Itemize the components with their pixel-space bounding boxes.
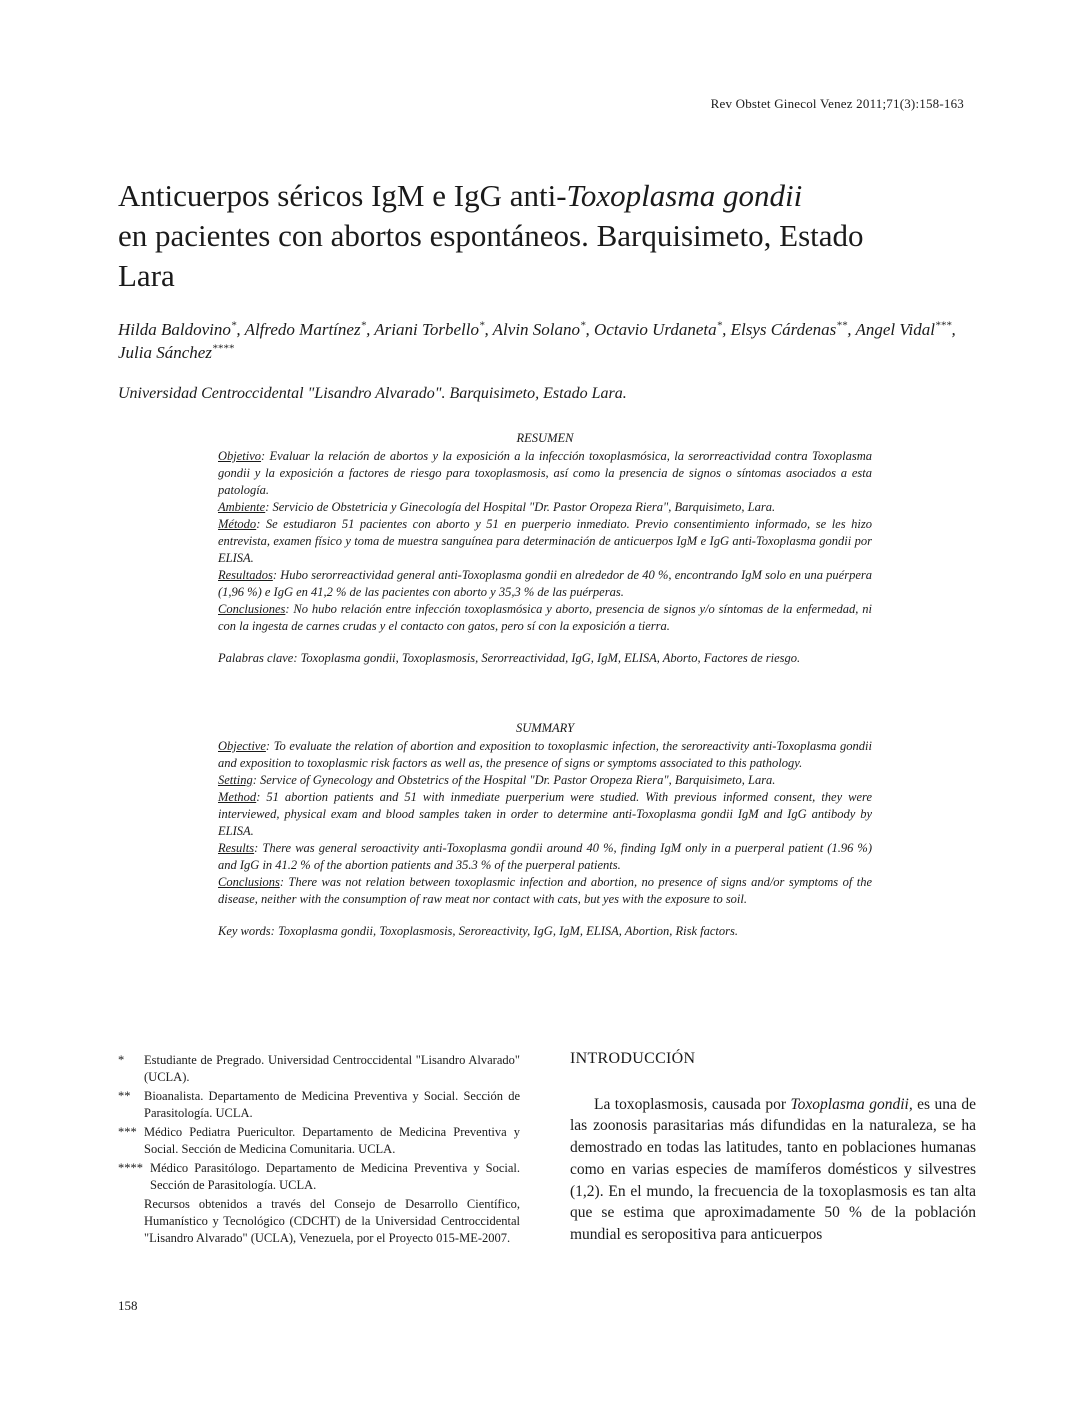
body-paragraph: La toxoplasmosis, causada por Toxoplasma gondii, es una de las zoonosis parasitarias más difundidas en la naturaleza, se ha demostrado en todas las latitudes, tanto en poblaciones humanas como en varias especies de mamíferos domésticos y silvestres (1,2). En el mundo, la frecuencia de la toxoplasmosis es tan alta que se estima que aproximadamente 50 % de la población mundial es seropositiva para anticuerpos bbox=[570, 1095, 976, 1243]
section-label: Results bbox=[218, 841, 255, 855]
abstract-paragraph: Results: There was general seroactivity anti-Toxoplasma gondii around 40 %, finding IgM only in a puerperal patient (1.96 %) and IgG in 41.2 % of the abortion patients and 35.3 % of the puerperal patients. bbox=[218, 841, 872, 872]
abstract-paragraph: Método: Se estudiaron 51 pacientes con aborto y 51 en puerperio inmediato. Previo consentimiento informado, se les hizo entrevista, examen físico y toma de muestra sanguínea para determinación de anticuerpos IgM e IgG anti-Toxoplasma gondii por ELISA. bbox=[218, 517, 872, 565]
abstract-paragraph: Objective: To evaluate the relation of abortion and exposition to toxoplasmic infection, the seroreactivity anti-Toxoplasma gondii and exposition to toxoplasmic risk factors as well as, the presence of signs or symptoms associated to this pathology. bbox=[218, 739, 872, 770]
footnote-mark: **** bbox=[118, 1161, 143, 1175]
author: Hilda Baldovino*, bbox=[118, 319, 245, 339]
affiliation: Universidad Centroccidental "Lisandro Alvarado". Barquisimeto, Estado Lara. bbox=[118, 385, 627, 402]
author: Elsys Cárdenas**, bbox=[730, 319, 856, 339]
abstract-paragraph: Ambiente: Servicio de Obstetricia y Ginecología del Hospital "Dr. Pastor Oropeza Riera", Barquisimeto, Lara. bbox=[218, 500, 776, 514]
footnote-mark: ** bbox=[118, 1089, 131, 1103]
footnote: * Estudiante de Pregrado. Universidad Centroccidental "Lisandro Alvarado" (UCLA). bbox=[118, 1053, 520, 1084]
section-label: Method bbox=[218, 790, 257, 804]
abstract-heading: SUMMARY bbox=[515, 721, 575, 735]
section-label: Objetivo bbox=[218, 449, 262, 463]
abstract-paragraph: Method: 51 abortion patients and 51 with inmediate puerperium were studied. With previous informed consent, they were interviewed, physical exam and blood samples taken in order to determine anti-Toxoplasma gondii IgM and IgG antibody by ELISA. bbox=[218, 790, 872, 838]
journal-reference: Rev Obstet Ginecol Venez 2011;71(3):158-163 bbox=[710, 96, 964, 111]
footnote: *** Médico Pediatra Puericultor. Departamento de Medicina Preventiva y Social. Sección de Medicina Comunitaria. UCLA. bbox=[118, 1125, 520, 1156]
author: Angel Vidal***, bbox=[855, 319, 956, 339]
section-label: Conclusiones bbox=[218, 602, 286, 616]
abstract-heading: RESUMEN bbox=[516, 431, 574, 445]
footnote-mark: *** bbox=[118, 1125, 137, 1139]
abstract-english bbox=[218, 720, 872, 940]
section-label: Resultados bbox=[218, 568, 273, 582]
section-label: Setting bbox=[218, 773, 253, 787]
section-label: Ambiente bbox=[218, 500, 266, 514]
title-line-1: Anticuerpos séricos IgM e IgG anti-Toxoplasma gondii bbox=[118, 178, 803, 213]
title-line-2: en pacientes con abortos espontáneos. Barquisimeto, Estado bbox=[118, 218, 864, 253]
abstract-paragraph: Resultados: Hubo serorreactividad general anti-Toxoplasma gondii en alrededor de 40 %, encontrando IgM solo en una puérpera (1,96 %) e IgG en 41,2 % de las pacientes con aborto y 35,3 % de las puérperas. bbox=[218, 568, 872, 599]
section-label: Conclusions bbox=[218, 875, 280, 889]
footnote-mark: * bbox=[118, 1053, 125, 1067]
section-label: Método bbox=[218, 517, 257, 531]
title-line-3: Lara bbox=[118, 258, 175, 293]
author: Alfredo Martínez*, bbox=[244, 319, 375, 339]
author: Octavio Urdaneta*, bbox=[594, 319, 731, 339]
author-list bbox=[118, 318, 978, 364]
footnote: ** Bioanalista. Departamento de Medicina Preventiva y Social. Sección de Parasitología. UCLA. bbox=[118, 1089, 520, 1120]
keywords: Key words: Toxoplasma gondii, Toxoplasmosis, Seroreactivity, IgG, IgM, ELISA, Abortion, Risk factors. bbox=[218, 924, 739, 938]
funding-note: Recursos obtenidos a través del Consejo de Desarrollo Científico, Humanístico y Tecnológico (CDCHT) de la Universidad Centroccidental "Lisandro Alvarado" (UCLA), Venezuela, por el Proyecto 015-ME-2007. bbox=[144, 1197, 520, 1245]
title-italic-organism: Toxoplasma gondii bbox=[566, 178, 803, 213]
abstract-paragraph: Setting: Service of Gynecology and Obstetrics of the Hospital "Dr. Pastor Oropeza Riera", Barquisimeto, Lara. bbox=[218, 773, 776, 787]
abstract-paragraph: Conclusions: There was not relation between toxoplasmic infection and abortion, no presence of signs and/or symptoms of the disease, neither with the consumption of raw meat nor contact with cats, but yes with the exposure to soil. bbox=[218, 875, 872, 906]
footnotes bbox=[118, 1052, 520, 1247]
keywords: Palabras clave: Toxoplasma gondii, Toxoplasmosis, Serorreactividad, IgG, IgM, ELISA, Aborto, Factores de riesgo. bbox=[218, 651, 801, 665]
footnote: **** Médico Parasitólogo. Departamento de Medicina Preventiva y Social. Sección de Parasitología. UCLA. bbox=[118, 1161, 520, 1192]
page-number: 158 bbox=[118, 1298, 138, 1313]
introduction bbox=[570, 1048, 976, 1246]
author: Alvin Solano*, bbox=[492, 319, 595, 339]
article-title bbox=[118, 176, 988, 296]
author: Julia Sánchez**** bbox=[118, 342, 234, 362]
abstract-paragraph: Objetivo: Evaluar la relación de abortos y la exposición a la infección toxoplasmósica, la serorreactividad contra Toxoplasma gondii y la exposición a factores de riesgo para toxoplasmosis, así como la presencia de signos o síntomas asociados a esta patología. bbox=[218, 449, 872, 497]
author: Ariani Torbello*, bbox=[374, 319, 493, 339]
abstract-spanish bbox=[218, 430, 872, 667]
abstract-paragraph: Conclusiones: No hubo relación entre infección toxoplasmósica y aborto, presencia de signos y/o síntomas de la enfermedad, ni con la ingesta de carnes crudas y el contacto con gatos, pero sí con la exposición a tierra. bbox=[218, 602, 872, 633]
section-label: Objective bbox=[218, 739, 266, 753]
section-heading: INTRODUCCIÓN bbox=[570, 1050, 696, 1067]
